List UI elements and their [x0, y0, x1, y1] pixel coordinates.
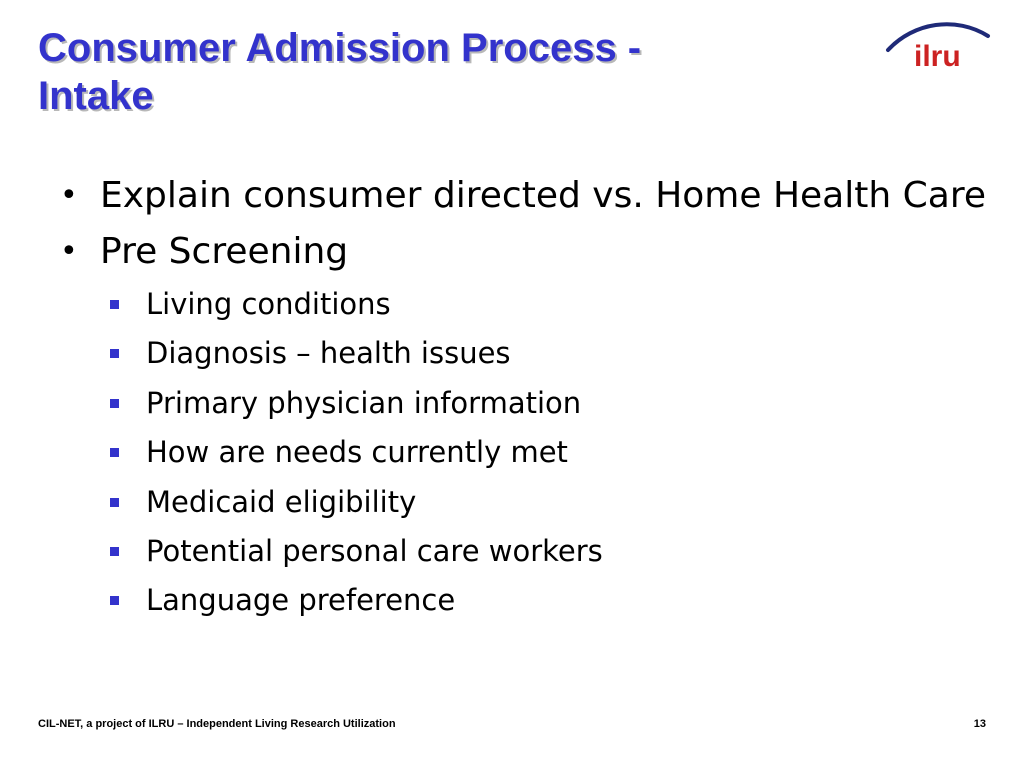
bullet-item-1: [58, 168, 988, 224]
sub-bullet-text: Diagnosis – health issues: [146, 336, 511, 371]
bullet-dot-icon: •: [60, 234, 78, 269]
square-bullet-icon: [110, 300, 119, 309]
sub-bullet-item: [58, 428, 988, 477]
sub-bullet-item: [58, 379, 988, 428]
bullet-item-2: [58, 224, 988, 280]
page-number: 13: [973, 718, 986, 730]
square-bullet-icon: [110, 547, 119, 556]
square-bullet-icon: [110, 399, 119, 408]
sub-bullet-group: [58, 280, 988, 626]
sub-bullet-item: [58, 527, 988, 576]
ilru-logo-icon: [884, 16, 992, 72]
sub-bullet-text: Primary physician information: [146, 385, 582, 420]
logo-text: ilru: [914, 40, 961, 72]
slide-title-line-2: Intake: [38, 74, 154, 118]
bullet-dot-icon: •: [60, 178, 78, 213]
sub-bullet-text: How are needs currently met: [146, 435, 568, 470]
sub-bullet-item: [58, 329, 988, 378]
sub-bullet-text: Medicaid eligibility: [146, 484, 417, 519]
sub-bullet-text: Language preference: [146, 583, 456, 618]
square-bullet-icon: [110, 596, 119, 605]
footer-credit: CIL-NET, a project of ILRU – Independent Living Research Utilization: [38, 718, 396, 730]
square-bullet-icon: [110, 349, 119, 358]
sub-bullet-item: [58, 280, 988, 329]
bullet-text: Pre Screening: [100, 231, 349, 272]
slide-title: [38, 24, 818, 120]
sub-bullet-text: Potential personal care workers: [146, 534, 603, 569]
ilru-logo: [884, 16, 992, 72]
sub-bullet-item: [58, 478, 988, 527]
bullet-list: [58, 168, 988, 626]
square-bullet-icon: [110, 498, 119, 507]
square-bullet-icon: [110, 448, 119, 457]
slide-title-line-1: Consumer Admission Process -: [38, 26, 642, 70]
sub-bullet-list: [58, 280, 988, 626]
sub-bullet-text: Living conditions: [146, 287, 391, 321]
bullet-text: Explain consumer directed vs. Home Health Care: [100, 175, 986, 216]
sub-bullet-item: [58, 576, 988, 625]
